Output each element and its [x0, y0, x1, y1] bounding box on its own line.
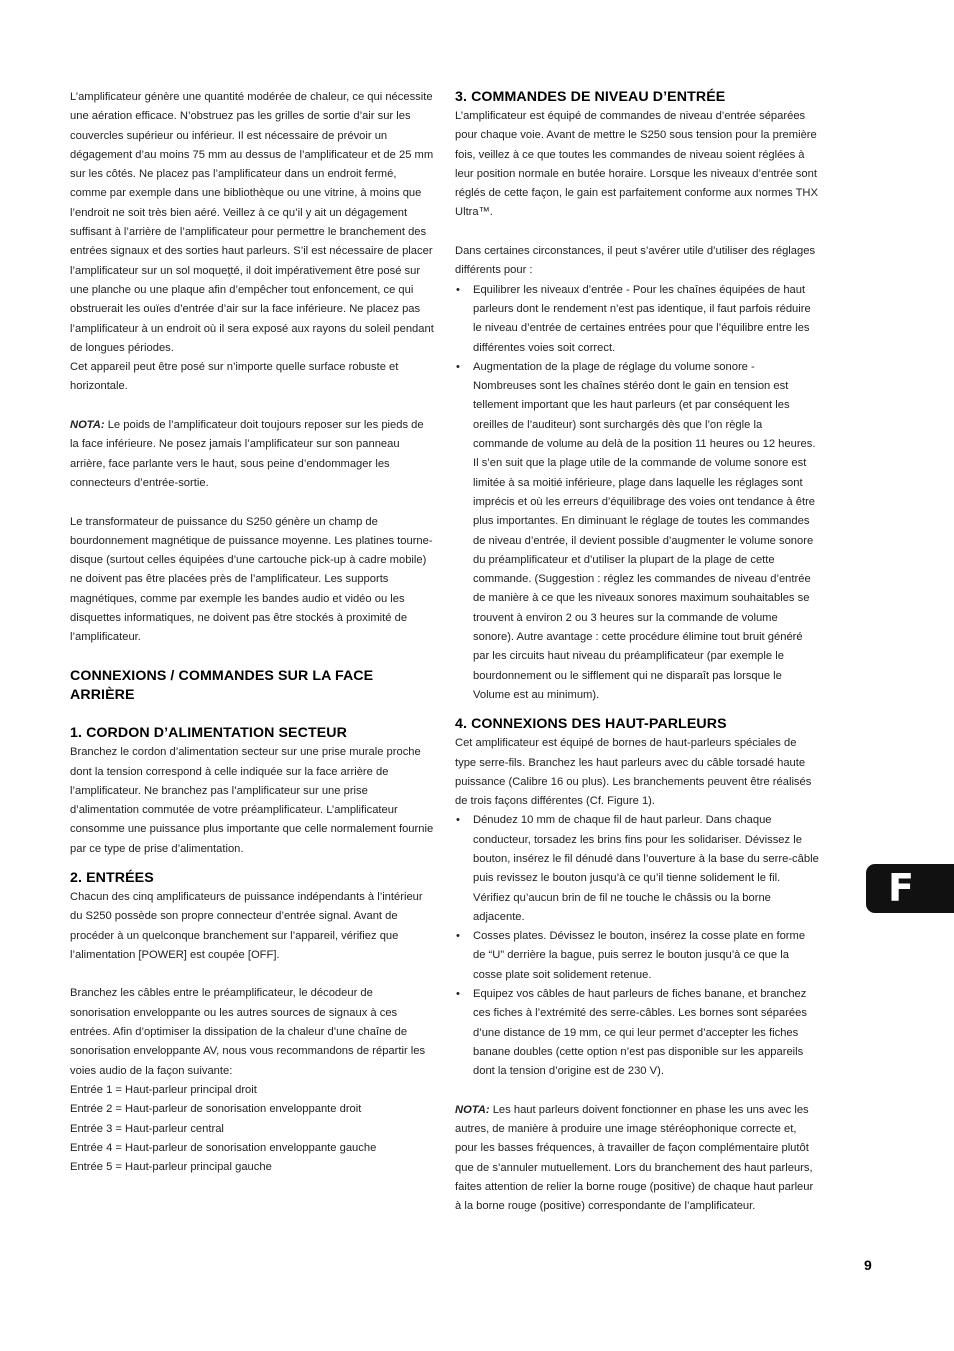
input-level-paragraph-2: Dans certaines circonstances, il peut s’avérer utile d’utiliser des réglages différents pour :	[455, 245, 816, 277]
heading-power-cord: 1. CORDON D’ALIMENTATION SECTEUR	[70, 725, 347, 742]
input-mapping-1: Entrée 1 = Haut-parleur principal droit	[70, 1083, 257, 1096]
language-tab: F	[866, 864, 954, 913]
input-mapping-3: Entrée 3 = Haut-parleur central	[70, 1122, 224, 1135]
nota-weight-text: Le poids de l’amplificateur doit toujours reposer sur les pieds de la face inférieure. Ne posez jamais l’amplificateur sur son panneau arrière, face parlante vers le haut, sous peine d’endommager les connecteurs d’entrée-sortie.	[70, 419, 424, 489]
surface-paragraph: Cet appareil peut être posé sur n’importe quelle surface robuste et horizontale.	[70, 361, 399, 393]
input-mapping-2: Entrée 2 = Haut-parleur de sonorisation enveloppante droit	[70, 1103, 362, 1116]
list-item: • Cosses plates. Dévissez le bouton, insérez la cosse plate en forme de “U” derrière la bague, puis serrez le bouton jusqu’à ce que la cosse plate soit solidement retenue.	[455, 927, 819, 985]
ventilation-paragraph: L’amplificateur génère une quantité modérée de chaleur, ce qui nécessite une aération efficace. N’obstruez pas les grilles de sortie d’air sur les couvercles supérieur ou inférieur. Il est nécessaire de prévoir un dégagement d’au moins 75 mm au dessus de l’amplificateur et de 25 mm sur les côtés. Ne placez pas l’amplificateur dans un endroit fermé, comme par exemple dans une bibliothèque ou une vitrine, à moins que l’endroit ne soit très bien aéré. Veillez à ce qu’il y ait un dégagement suffisant à l’arrière de l’amplificateur pour permettre le branchement des entrées signaux et des sorties haut parleurs. S’il est nécessaire de placer l’amplificateur sur un sol moqueţté, il doit impérativement être posé sur une planche ou une plaque afin d’empêcher tout enfoncement, ce qui obstruerait les ouïes d’entrée d’air sur la face inférieure. Ne placez pas l’amplificateur à un endroit où il sera exposé aux rayons du soleil pendant de longues périodes.	[70, 91, 434, 354]
inputs-paragraph-1: Chacun des cinq amplificateurs de puissance indépendants à l’intérieur du S250 possède son propre connecteur d’entrée signal. Avant de procéder à un quelconque branchement sur l’appareil, vérifiez que l’alimentation [POWER] est coupée [OFF].	[70, 890, 423, 961]
input-level-paragraph-1: L’amplificateur est équipé de commandes de niveau d’entrée séparées pour chaque voie. Avant de mettre le S250 sous tension pour la première fois, veillez à ce que toutes les commandes de niveau soient réglées à leur position normale en butée horaire. Lorsque les niveaux d’entrée sont réglés de cette façon, le gain est parfaitement conforme aux normes THX Ultra™.	[455, 110, 818, 219]
inputs-paragraph-2: Branchez les câbles entre le préamplificateur, le décodeur de sonorisation enveloppante ou les autres sources de signaux à ces entrées. Afin d’optimiser la dissipation de la chaleur d’une chaîne de sonorisation enveloppante AV, nous vous recommandons de répartir les voies audio de la façon suivante:	[70, 987, 426, 1077]
input-level-list	[455, 281, 819, 706]
power-cord-paragraph: Branchez le cordon d’alimentation secteur sur une prise murale proche dont la tension correspond à celle indiquée sur la face arrière de l’amplificateur. Ne branchez pas l’amplificateur sur une prise d’alimentation commutée de votre préamplificateur. L’amplificateur consomme une puissance plus importante que celle normalement fournie par ce type de prise d’alimentation.	[70, 746, 434, 855]
nota-phase-paragraph	[455, 1101, 819, 1217]
list-item: • Equilibrer les niveaux d’entrée - Pour les chaînes équipées de haut parleurs dont le rendement n’est pas identique, il faut parfois réduire le niveau d’entrée de certaines entrées pour que l’équilibre entre les différentes voies soit correct.	[455, 281, 819, 358]
nota-label: NOTA:	[455, 1103, 490, 1116]
right-column	[455, 88, 819, 1217]
left-column	[70, 88, 434, 1177]
nota-phase-text: Les haut parleurs doivent fonctionner en phase les uns avec les autres, de manière à produire une image stéréophonique correcte et, pour les basses fréquences, à travailler de façon complémentaire plutôt que de s’annuler mutuellement. Lors du branchement des haut parleurs, faites attention de relier la borne rouge (positive) de chaque haut parleur à la borne rouge (positive) correspondante de l’amplificateur.	[455, 1103, 814, 1213]
page-number: 9	[864, 1257, 872, 1273]
input-mapping-4: Entrée 4 = Haut-parleur de sonorisation enveloppante gauche	[70, 1141, 377, 1154]
heading-speakers: 4. CONNEXIONS DES HAUT-PARLEURS	[455, 716, 727, 733]
heading-inputs: 2. ENTRÉES	[70, 869, 154, 886]
list-item: • Dénudez 10 mm de chaque fil de haut parleur. Dans chaque conducteur, torsadez les brins fins pour les solidariser. Dévissez le bouton, insérez le fil dénudé dans l’ouverture à la base du serre-câble puis revissez le bouton jusqu’à ce qu’il tienne solidement le fil. Vérifiez qu’aucun brin de fil ne touche le châssis ou la borne adjacente.	[455, 811, 819, 927]
heading-input-level: 3. COMMANDES DE NIVEAU D’ENTRÉE	[455, 89, 726, 105]
list-item: • Equipez vos câbles de haut parleurs de fiches banane, et branchez ces fiches à l’extrémité des serre-câbles. Les bornes sont séparées d’une distance de 19 mm, ce qui leur permet d’accepter les fiches banane doubles (cette option n’est pas disponible sur les appareils dont la tension d’origine est de 230 V).	[455, 985, 819, 1081]
transformer-paragraph: Le transformateur de puissance du S250 génère un champ de bourdonnement magnétique de puissance moyenne. Les platines tourne-disque (surtout celles équipées d’une cartouche pick-up à cadre mobile) ne doivent pas être placées près de l’amplificateur. Les supports magnétiques, comme par exemple les bandes audio et vidéo ou les disquettes informatiques, ne doivent pas être stockés à proximité de l’amplificateur.	[70, 515, 433, 644]
nota-weight-paragraph	[70, 416, 434, 493]
list-item: • Augmentation de la plage de réglage du volume sonore - Nombreuses sont les chaînes stéréo dont le gain en tension est tellement important que les haut parleurs (et par conséquent les oreilles de l’auditeur) sont surchargés dès que l’on règle la commande de volume au delà de la position 11 heures ou 12 heures. Il s’en suit que la plage utile de la commande de volume sonore est limitée à sa moitié inférieure, plage dans laquelle les réglages sont imprécis et où les erreurs d’équilibrage des voies ont tendance à être plus importantes. En diminuant le réglage de toutes les commandes de niveau d’entrée, il devient possible d’augmenter le volume sonore du préamplificateur et d’utiliser la plupart de la plage de cette commande. (Suggestion : réglez les commandes de niveau d’entrée de manière à ce que les niveaux sonores maximum souhaitables se trouvent à environ 2 ou 3 heures sur la commande de volume sonore). Autre avantage : cette procédure élimine tout bruit généré par les circuits haut niveau du préamplificateur (par exemple le bourdonnement ou le sifflement qui ne disparaît pas lorsque le Volume est au minimum).	[455, 358, 819, 705]
input-mapping-5: Entrée 5 = Haut-parleur principal gauche	[70, 1161, 272, 1174]
speakers-paragraph: Cet amplificateur est équipé de bornes de haut-parleurs spéciales de type serre-fils. Branchez les haut parleurs avec du câble torsadé haute puissance (Calibre 16 ou plus). Les branchements peuvent être réalisés de trois façons différentes (Cf. Figure 1).	[455, 737, 812, 808]
heading-rear-panel: CONNEXIONS / COMMANDES SUR LA FACE ARRIÈRE	[70, 667, 374, 703]
nota-label: NOTA:	[70, 419, 105, 432]
speakers-list	[455, 811, 819, 1081]
